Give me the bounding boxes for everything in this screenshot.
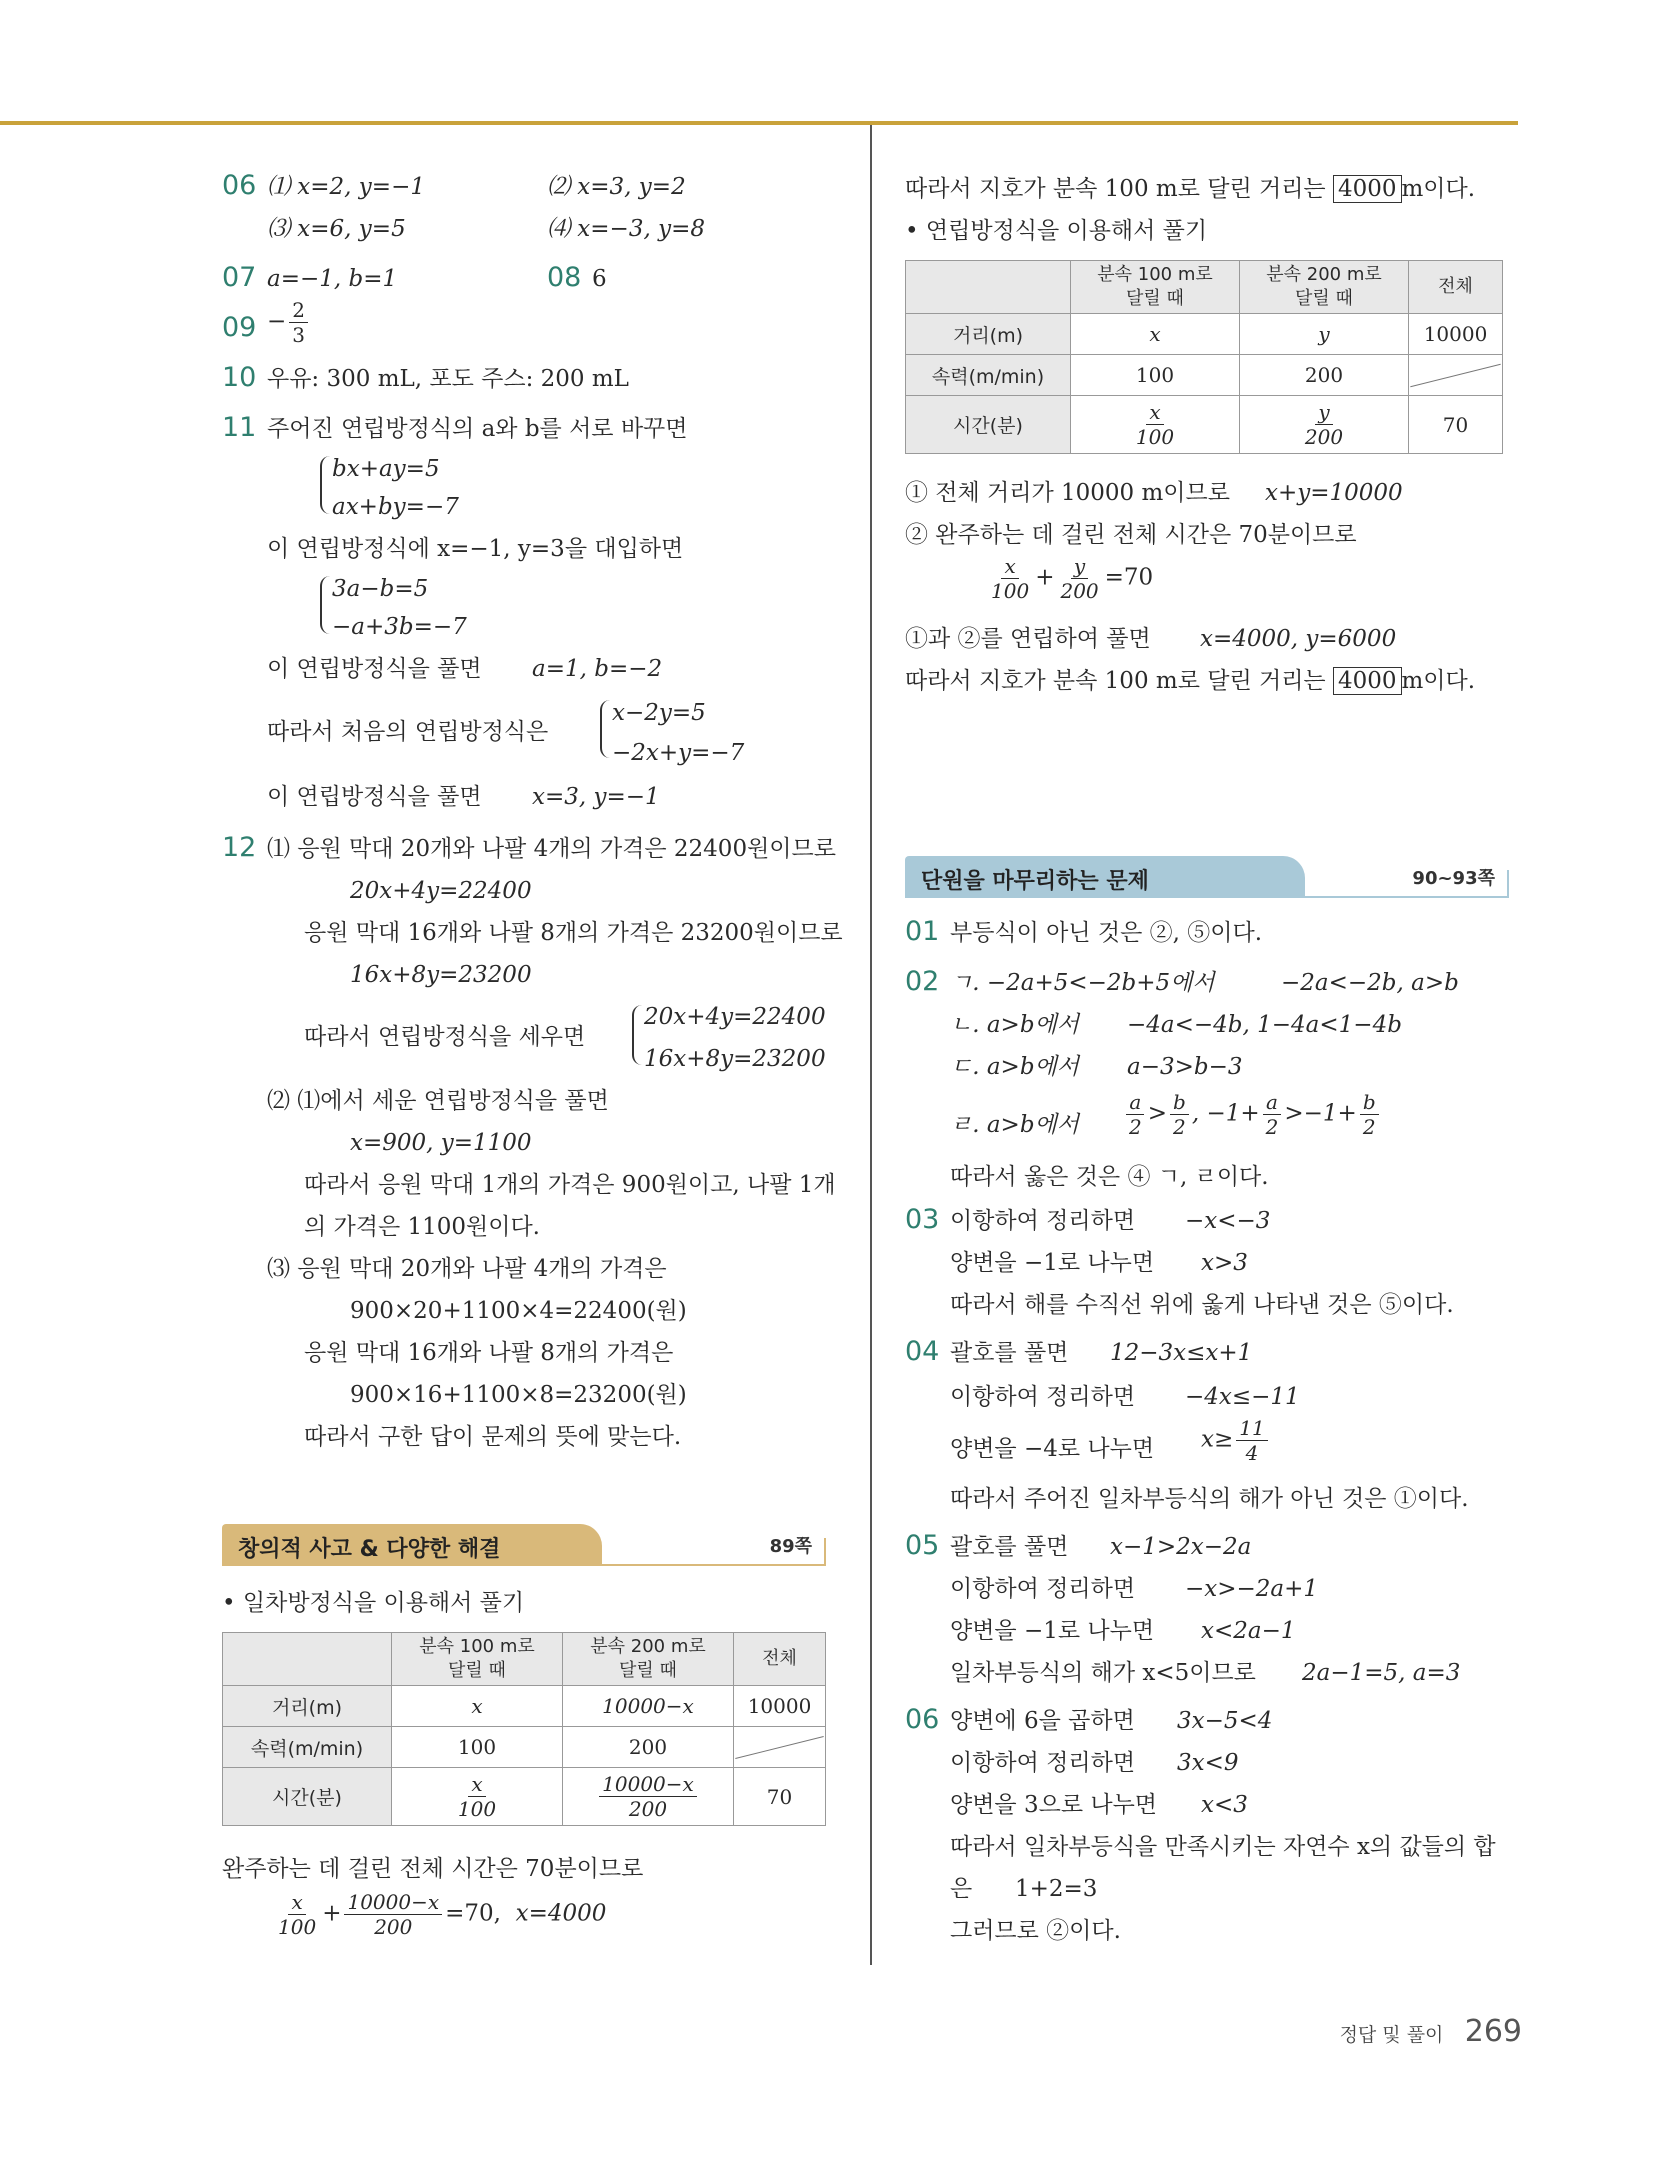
right-bullet: • 연립방정식을 이용해서 풀기 [905, 218, 1208, 244]
left-table-r3-c3: 70 [734, 1768, 826, 1826]
left-table-r3-label: 시간(분) [223, 1768, 392, 1826]
right-top-line: 따라서 지호가 분속 100 m로 달린 거리는 4000 m이다. [905, 176, 1476, 202]
q12-line3: 응원 막대 16개와 나팔 8개의 가격은 23200원이므로 [304, 920, 843, 946]
r02-line4-result: $\frac{a}{2}$ > $\frac{b}{2}$ , −1+ $\frac{a}{2}$ >−1+ $\frac{b}{2}$ [1123, 1092, 1382, 1137]
r06-number: 06 [905, 1704, 940, 1735]
q12-line2: 20x+4y=22400 [350, 878, 532, 904]
r03-line3: 따라서 해를 수직선 위에 옳게 나타낸 것은 ⑤이다. [950, 1292, 1454, 1318]
right-table-r1-c3: 10000 [1409, 314, 1503, 355]
right-table-h1: 분속 100 m로 달릴 때 [1071, 261, 1240, 314]
r04-line3: 양변을 −4로 나누면 [950, 1436, 1155, 1462]
q11-sys1b: ax+by=−7 [332, 494, 459, 520]
review-section-header [905, 856, 1509, 898]
r06-line1: 양변에 6을 곱하면 [950, 1708, 1135, 1734]
review-section-title: 단원을 마무리하는 문제 [921, 869, 1149, 894]
right-cond2: ② 완주하는 데 걸린 전체 시간은 70분이므로 [905, 522, 1357, 548]
r04-line2-result: −4x≤−11 [1185, 1384, 1300, 1410]
left-table-h1: 분속 100 m로 달릴 때 [392, 1633, 563, 1686]
right-table-h2: 분속 200 m로 달릴 때 [1240, 261, 1409, 314]
right-table-r2-c1: 100 [1071, 355, 1240, 396]
right-table-r3-c3: 70 [1409, 396, 1503, 454]
q12-line11: 900×20+1100×4=22400(원) [350, 1298, 687, 1324]
review-section-edge [1507, 870, 1509, 898]
left-table-r2-label: 속력(m/min) [223, 1727, 392, 1768]
r01-number: 01 [905, 916, 940, 947]
column-divider [870, 125, 872, 1965]
r05-line3: 양변을 −1로 나누면 [950, 1618, 1155, 1644]
review-section-rule [905, 896, 1509, 898]
r05-line4-result: 2a−1=5, a=3 [1302, 1660, 1461, 1686]
r05-line1: 괄호를 풀면 [950, 1534, 1069, 1560]
r02-line1: ㄱ. −2a+5<−2b+5에서 [950, 970, 1215, 996]
r04-line3-result: x≥ $\frac{11}{4}$ [1201, 1418, 1271, 1463]
q11-brace1 [320, 456, 330, 514]
left-table-r3-c2: $\frac{10000-x}{200}$ [563, 1768, 734, 1826]
q11-sys3b: −2x+y=−7 [612, 740, 745, 766]
q11-line1: 주어진 연립방정식의 a와 b를 서로 바꾸면 [267, 416, 688, 442]
left-table-h3: 전체 [734, 1633, 826, 1686]
left-table [222, 1632, 826, 1826]
q09-number: 09 [222, 312, 257, 343]
r06-line3: 양변을 3으로 나누면 [950, 1792, 1157, 1818]
r05-number: 05 [905, 1530, 940, 1561]
r05-line4: 일차부등식의 해가 x<5이므로 [950, 1660, 1256, 1686]
q11-number: 11 [222, 412, 257, 443]
right-table-r3-label: 시간(분) [906, 396, 1071, 454]
q12-line8: 따라서 응원 막대 1개의 가격은 900원이고, 나팔 1개 [304, 1172, 836, 1198]
left-table-r1-label: 거리(m) [223, 1686, 392, 1727]
r03-line2-result: x>3 [1201, 1250, 1248, 1276]
q12-brace [632, 1005, 642, 1065]
r02-line5: 따라서 옳은 것은 ④ ㄱ, ㄹ이다. [950, 1164, 1269, 1190]
r05-line1-result: x−1>2x−2a [1110, 1534, 1252, 1560]
left-table-r1-c2: 10000−x [563, 1686, 734, 1727]
q08-number: 08 [547, 262, 582, 293]
q11-line5: 이 연립방정식을 풀면 [267, 784, 482, 810]
page-footer [1340, 2014, 1522, 2049]
q09-answer: − $\frac{2}{3}$ [267, 300, 311, 345]
right-cond3: ①과 ②를 연립하여 풀면 [905, 626, 1151, 652]
right-table-r2-empty [1409, 355, 1503, 396]
q12-sys1: 20x+4y=22400 [644, 1004, 826, 1030]
r06-line1-result: 3x−5<4 [1177, 1708, 1273, 1734]
q12-sys2: 16x+8y=23200 [644, 1046, 826, 1072]
creative-section-rule [222, 1564, 826, 1566]
q12-line13: 900×16+1100×8=23200(원) [350, 1382, 687, 1408]
q12-line10: ⑶ 응원 막대 20개와 나팔 4개의 가격은 [267, 1256, 667, 1282]
r02-number: 02 [905, 966, 940, 997]
r03-line1-result: −x<−3 [1185, 1208, 1271, 1234]
left-table-h2: 분속 200 m로 달릴 때 [563, 1633, 734, 1686]
q07-number: 07 [222, 262, 257, 293]
r06-line2-result: 3x<9 [1177, 1750, 1239, 1776]
r06-line3-result: x<3 [1201, 1792, 1248, 1818]
right-table-r1-label: 거리(m) [906, 314, 1071, 355]
q11-brace2 [320, 576, 330, 634]
r06-line4: 따라서 일차부등식을 만족시키는 자연수 x의 값들의 합 [950, 1834, 1496, 1860]
left-after-table: 완주하는 데 걸린 전체 시간은 70분이므로 [222, 1856, 644, 1882]
q06-number: 06 [222, 170, 257, 201]
q12-line1: ⑴ 응원 막대 20개와 나팔 4개의 가격은 22400원이므로 [267, 836, 836, 862]
right-table-corner [906, 261, 1071, 314]
q12-line7: x=900, y=1100 [350, 1130, 532, 1156]
right-table-r3-c2: $\frac{y}{200}$ [1240, 396, 1409, 454]
q11-sys3a: x−2y=5 [612, 700, 706, 726]
left-table-r3-c1: $\frac{x}{100}$ [392, 1768, 563, 1826]
q11-brace3 [600, 700, 610, 758]
r04-line1-result: 12−3x≤x+1 [1110, 1340, 1253, 1366]
r02-line3-result: a−3>b−3 [1127, 1054, 1243, 1080]
r06-line5-result: 1+2=3 [1015, 1876, 1098, 1902]
creative-section-title: 창의적 사고 & 다양한 해결 [238, 1537, 501, 1562]
r02-line4: ㄹ. a>b에서 [950, 1112, 1079, 1138]
page-number: 269 [1464, 2014, 1522, 2049]
q12-line4: 16x+8y=23200 [350, 962, 532, 988]
right-table-r1-c2: y [1240, 314, 1409, 355]
r04-line4: 따라서 주어진 일차부등식의 해가 아닌 것은 ①이다. [950, 1486, 1469, 1512]
q11-sys2b: −a+3b=−7 [332, 614, 467, 640]
right-table-r2-c2: 200 [1240, 355, 1409, 396]
q10-answer: 우유: 300 mL, 포도 주스: 200 mL [267, 366, 629, 392]
q07-answer: a=−1, b=1 [267, 266, 398, 292]
left-table-corner [223, 1633, 392, 1686]
right-cond1-eq: x+y=10000 [1265, 480, 1403, 506]
q11-line3: 이 연립방정식을 풀면 [267, 656, 482, 682]
right-table-r3-c1: $\frac{x}{100}$ [1071, 396, 1240, 454]
right-cond3-eq: x=4000, y=6000 [1200, 626, 1397, 652]
left-table-r1-c3: 10000 [734, 1686, 826, 1727]
right-conclusion: 따라서 지호가 분속 100 m로 달린 거리는 4000 m이다. [905, 668, 1476, 694]
creative-section-page: 89쪽 [769, 1536, 812, 1557]
r05-line3-result: x<2a−1 [1201, 1618, 1296, 1644]
footer-label: 정답 및 풀이 [1339, 2024, 1444, 2046]
right-cond1: ① 전체 거리가 10000 m이므로 [905, 480, 1230, 506]
q06-p2: ⑵ x=3, y=2 [547, 174, 686, 200]
q12-line6: ⑵ ⑴에서 세운 연립방정식을 풀면 [267, 1088, 609, 1114]
left-bullet: • 일차방정식을 이용해서 풀기 [222, 1590, 525, 1616]
r04-line2: 이항하여 정리하면 [950, 1384, 1136, 1410]
q11-line5-result: x=3, y=−1 [532, 784, 660, 810]
q08-answer: 6 [592, 266, 607, 292]
r04-line1: 괄호를 풀면 [950, 1340, 1069, 1366]
r01-text: 부등식이 아닌 것은 ②, ⑤이다. [950, 920, 1263, 946]
q06-p4: ⑷ x=−3, y=8 [547, 216, 705, 242]
q12-line12: 응원 막대 16개와 나팔 8개의 가격은 [304, 1340, 674, 1366]
r02-line1-result: −2a<−2b, a>b [1281, 970, 1459, 996]
r05-line2: 이항하여 정리하면 [950, 1576, 1136, 1602]
q12-line14: 따라서 구한 답이 문제의 뜻에 맞는다. [304, 1424, 682, 1450]
left-table-r2-c1: 100 [392, 1727, 563, 1768]
q12-number: 12 [222, 832, 257, 863]
q12-line9: 의 가격은 1100원이다. [304, 1214, 540, 1240]
q06-p1: ⑴ x=2, y=−1 [267, 174, 425, 200]
right-table-h3: 전체 [1409, 261, 1503, 314]
r04-number: 04 [905, 1336, 940, 1367]
r05-line2-result: −x>−2a+1 [1185, 1576, 1319, 1602]
r02-line2: ㄴ. a>b에서 [950, 1012, 1079, 1038]
r06-line5: 은 [950, 1876, 973, 1902]
left-final-eq: $\frac{x}{100}$ + $\frac{10000-x}{200}$ =70, x=4000 [278, 1890, 607, 1939]
r03-line1: 이항하여 정리하면 [950, 1208, 1136, 1234]
creative-section-edge [824, 1538, 826, 1566]
q11-sys2a: 3a−b=5 [332, 576, 429, 602]
q10-number: 10 [222, 362, 257, 393]
top-rule [0, 121, 1518, 125]
r06-line6: 그러므로 ②이다. [950, 1918, 1121, 1944]
r06-line2: 이항하여 정리하면 [950, 1750, 1136, 1776]
r02-line3: ㄷ. a>b에서 [950, 1054, 1079, 1080]
left-table-r2-c2: 200 [563, 1727, 734, 1768]
right-cond2-eq: $\frac{x}{100}$ + $\frac{y}{200}$ =70 [991, 554, 1154, 603]
q11-line4: 따라서 처음의 연립방정식은 [267, 719, 549, 745]
r03-line2: 양변을 −1로 나누면 [950, 1250, 1155, 1276]
q11-sys1a: bx+ay=5 [332, 456, 440, 482]
q11-line3-result: a=1, b=−2 [532, 656, 663, 682]
q11-line2: 이 연립방정식에 x=−1, y=3을 대입하면 [267, 536, 684, 562]
creative-section-header [222, 1524, 826, 1566]
q12-line5: 따라서 연립방정식을 세우면 [304, 1024, 586, 1050]
review-section-page: 90~93쪽 [1412, 868, 1495, 889]
right-table-r1-c1: x [1071, 314, 1240, 355]
r03-number: 03 [905, 1204, 940, 1235]
q06-p3: ⑶ x=6, y=5 [267, 216, 406, 242]
right-table [905, 260, 1503, 454]
r02-line2-result: −4a<−4b, 1−4a<1−4b [1127, 1012, 1402, 1038]
right-table-r2-label: 속력(m/min) [906, 355, 1071, 396]
left-table-r1-c1: x [392, 1686, 563, 1727]
left-table-r2-empty [734, 1727, 826, 1768]
